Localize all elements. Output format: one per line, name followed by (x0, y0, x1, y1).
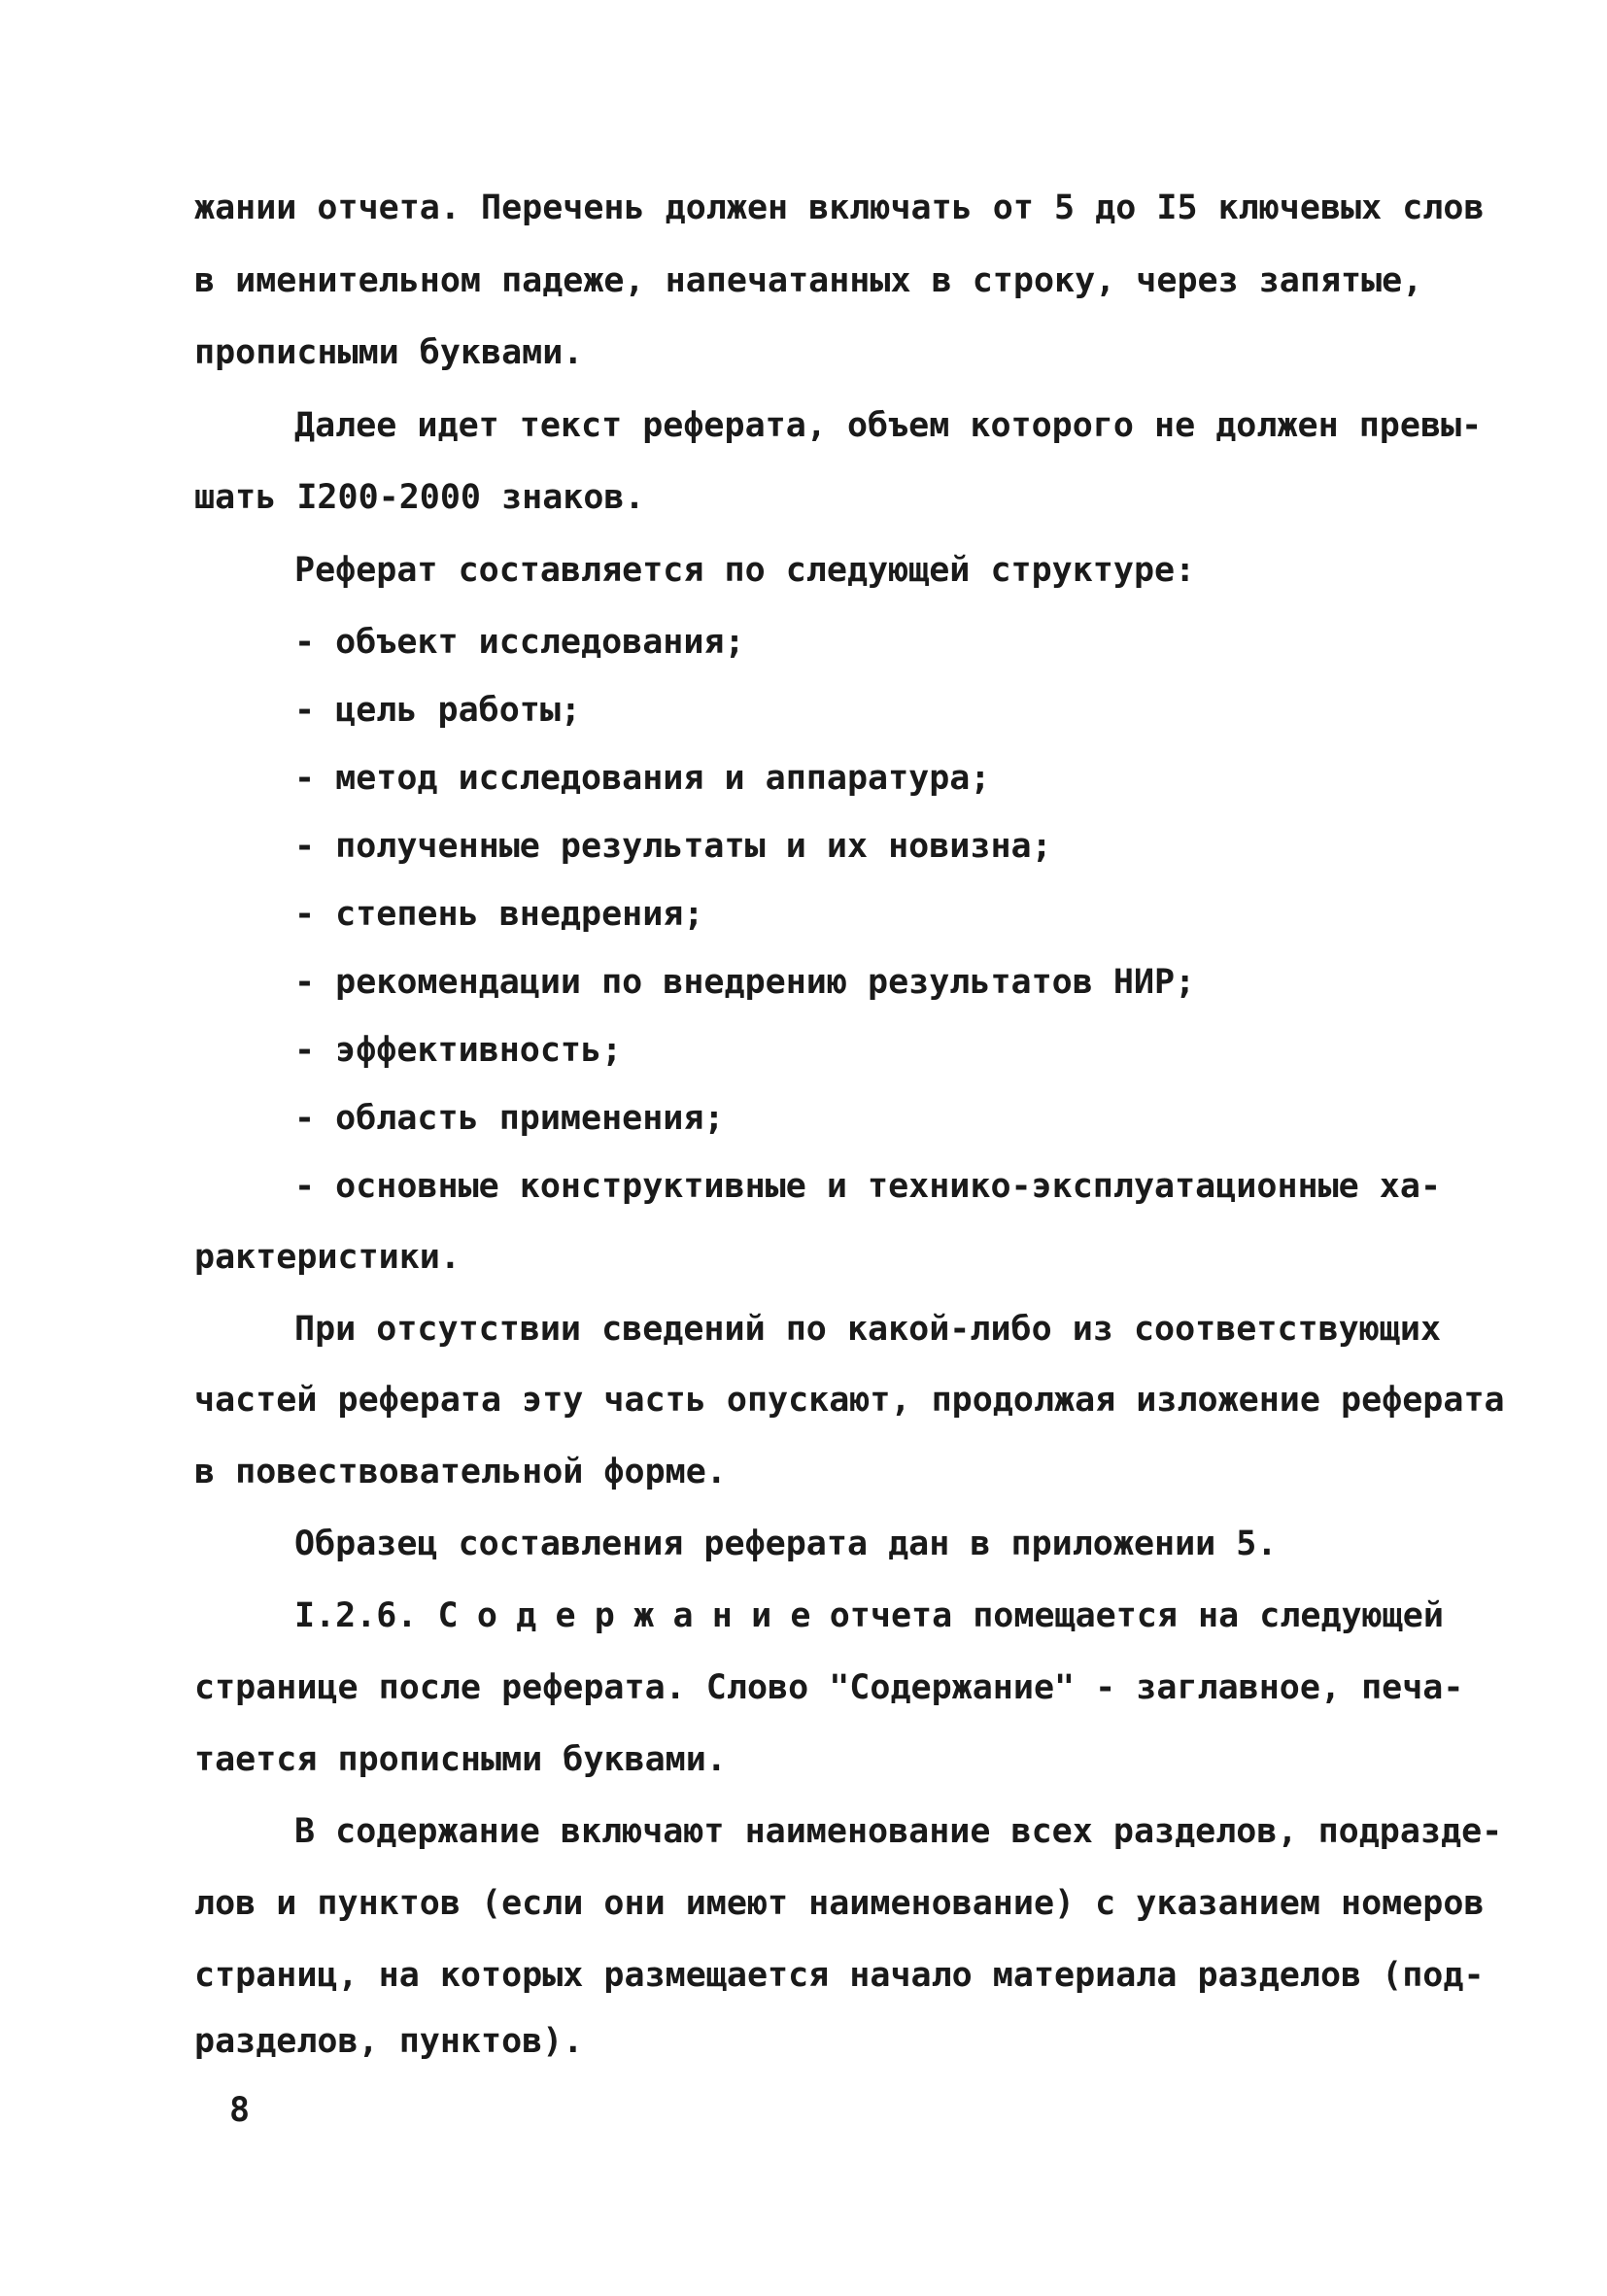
text-line: шать I200-2000 знаков. (194, 478, 645, 517)
text-line: тается прописными буквами. (194, 1740, 727, 1779)
text-line: прописными буквами. (194, 333, 584, 372)
list-item: - цель работы; (294, 691, 582, 730)
text-line: в повествовательной форме. (194, 1453, 727, 1491)
list-item: - область применения; (294, 1099, 725, 1138)
list-item: - объект исследования; (294, 623, 745, 662)
text-line: отчета помещается на следующей (829, 1596, 1444, 1635)
text-line: Реферат составляется по следующей структуре: (294, 551, 1196, 590)
text-line: Образец составления реферата дан в приложении 5. (294, 1525, 1278, 1563)
list-item: - основные конструктивные и технико-эксплуатационные ха- (294, 1167, 1442, 1206)
list-item: - рекомендации по внедрению результатов НИР; (294, 963, 1196, 1002)
list-item: - эффективность; (294, 1031, 623, 1070)
section-number: I.2.6. (294, 1596, 418, 1635)
text-line: Далее идет текст реферата, объем которого не должен превы- (294, 406, 1483, 445)
section-term: Содержание (437, 1596, 830, 1635)
list-item: - полученные результаты и их новизна; (294, 827, 1052, 866)
text-line: разделов, пунктов). (194, 2022, 584, 2061)
text-line: рактеристики. (194, 1238, 461, 1277)
text-line: При отсутствии сведений по какой-либо из соответствующих (294, 1310, 1442, 1349)
text-line: В содержание включают наименование всех разделов, подразде- (294, 1812, 1503, 1851)
text-line: частей реферата эту часть опускают, продолжая изложение реферата (194, 1381, 1505, 1420)
text-line: в именительном падеже, напечатанных в строку, через запятые, (194, 261, 1423, 300)
section-heading-line (294, 1596, 1444, 1635)
list-item: - метод исследования и аппаратура; (294, 759, 991, 798)
page-number: 8 (229, 2091, 251, 2130)
text-line: лов и пунктов (если они имеют наименование) с указанием номеров (194, 1884, 1485, 1923)
text-line: странице после реферата. Слово "Содержание" - заглавное, печа- (194, 1668, 1464, 1707)
text-line: страниц, на которых размещается начало материала разделов (под- (194, 1956, 1485, 1995)
list-item: - степень внедрения; (294, 895, 704, 934)
text-line: жании отчета. Перечень должен включать от 5 до I5 ключевых слов (194, 188, 1485, 227)
